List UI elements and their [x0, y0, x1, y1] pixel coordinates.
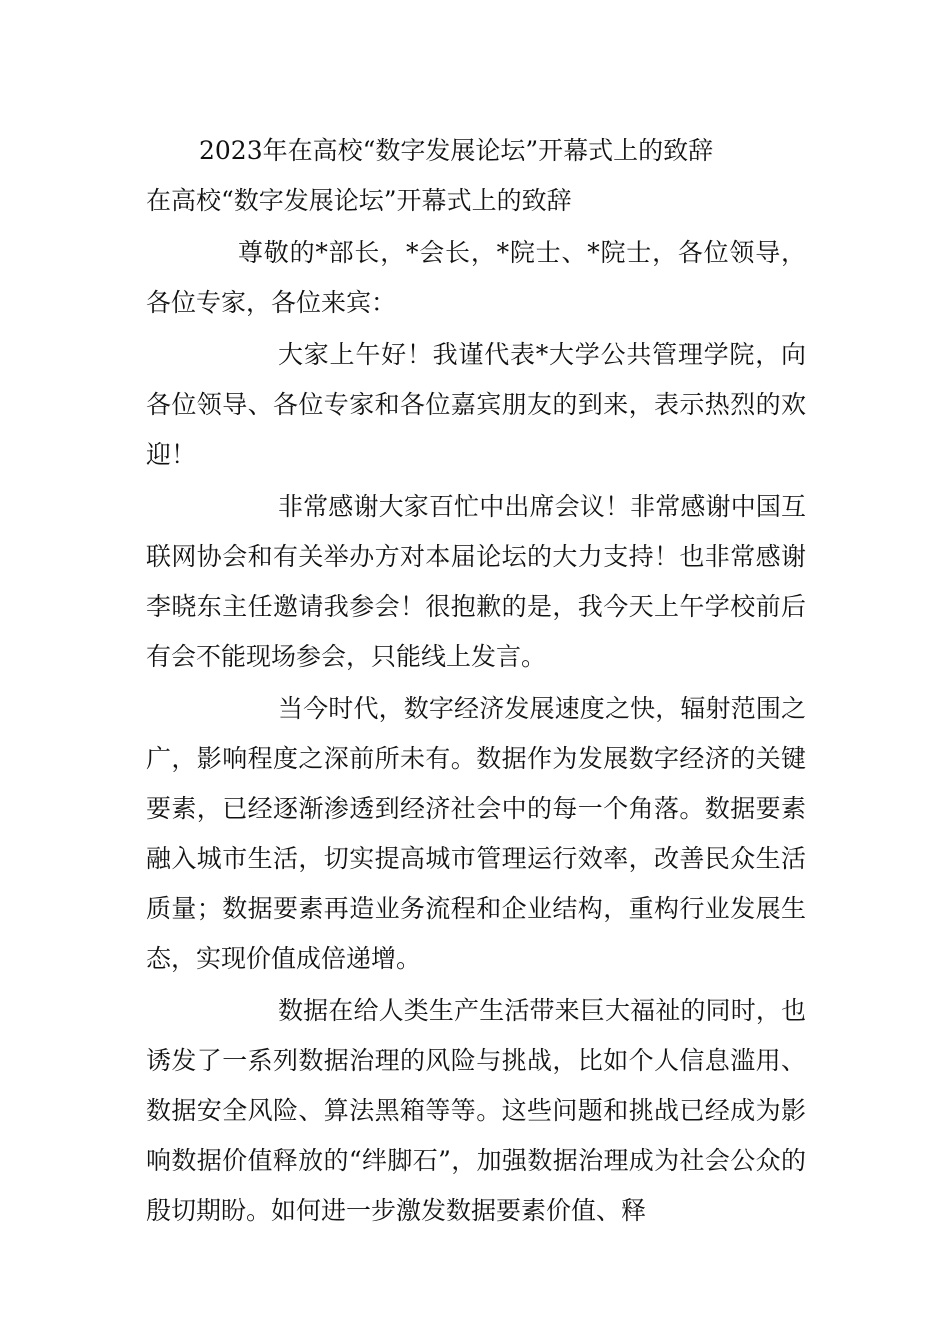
document-title: 2023年在高校“数字发展论坛”开幕式上的致辞 [199, 136, 714, 165]
body-paragraph-4: 数据在给人类生产生活带来巨大福祉的同时，也诱发了一系列数据治理的风险与挑战，比如个人信息滥用、数据安全风险、算法黑箱等等。这些问题和挑战已经成为影响数据价值释放的“绊脚石”，加强数据治理成为社会公众的殷切期盼。如何进一步激发数据要素价值、释 [146, 996, 806, 1225]
body-paragraph-3: 当今时代，数字经济发展速度之快，辐射范围之广，影响程度之深前所未有。数据作为发展数字经济的关键要素，已经逐渐渗透到经济社会中的每一个角落。数据要素融入城市生活，切实提高城市管理运行效率，改善民众生活质量；数据要素再造业务流程和企业结构，重构行业发展生态，实现价值成倍递增。 [146, 694, 806, 973]
body-paragraph-1: 大家上午好！我谨代表*大学公共管理学院，向各位领导、各位专家和各位嘉宾朋友的到来，表示热烈的欢迎！ [146, 340, 806, 469]
document-body [146, 228, 806, 1236]
body-paragraph-2: 非常感谢大家百忙中出席会议！非常感谢中国互联网协会和有关举办方对本届论坛的大力支持！也非常感谢李晓东主任邀请我参会！很抱歉的是，我今天上午学校前后有会不能现场参会，只能线上发言。 [146, 492, 806, 671]
document-subtitle: 在高校“数字发展论坛”开幕式上的致辞 [146, 186, 572, 215]
greeting-paragraph: 尊敬的*部长，*会长，*院士、*院士，各位领导，各位专家，各位来宾： [146, 238, 806, 317]
